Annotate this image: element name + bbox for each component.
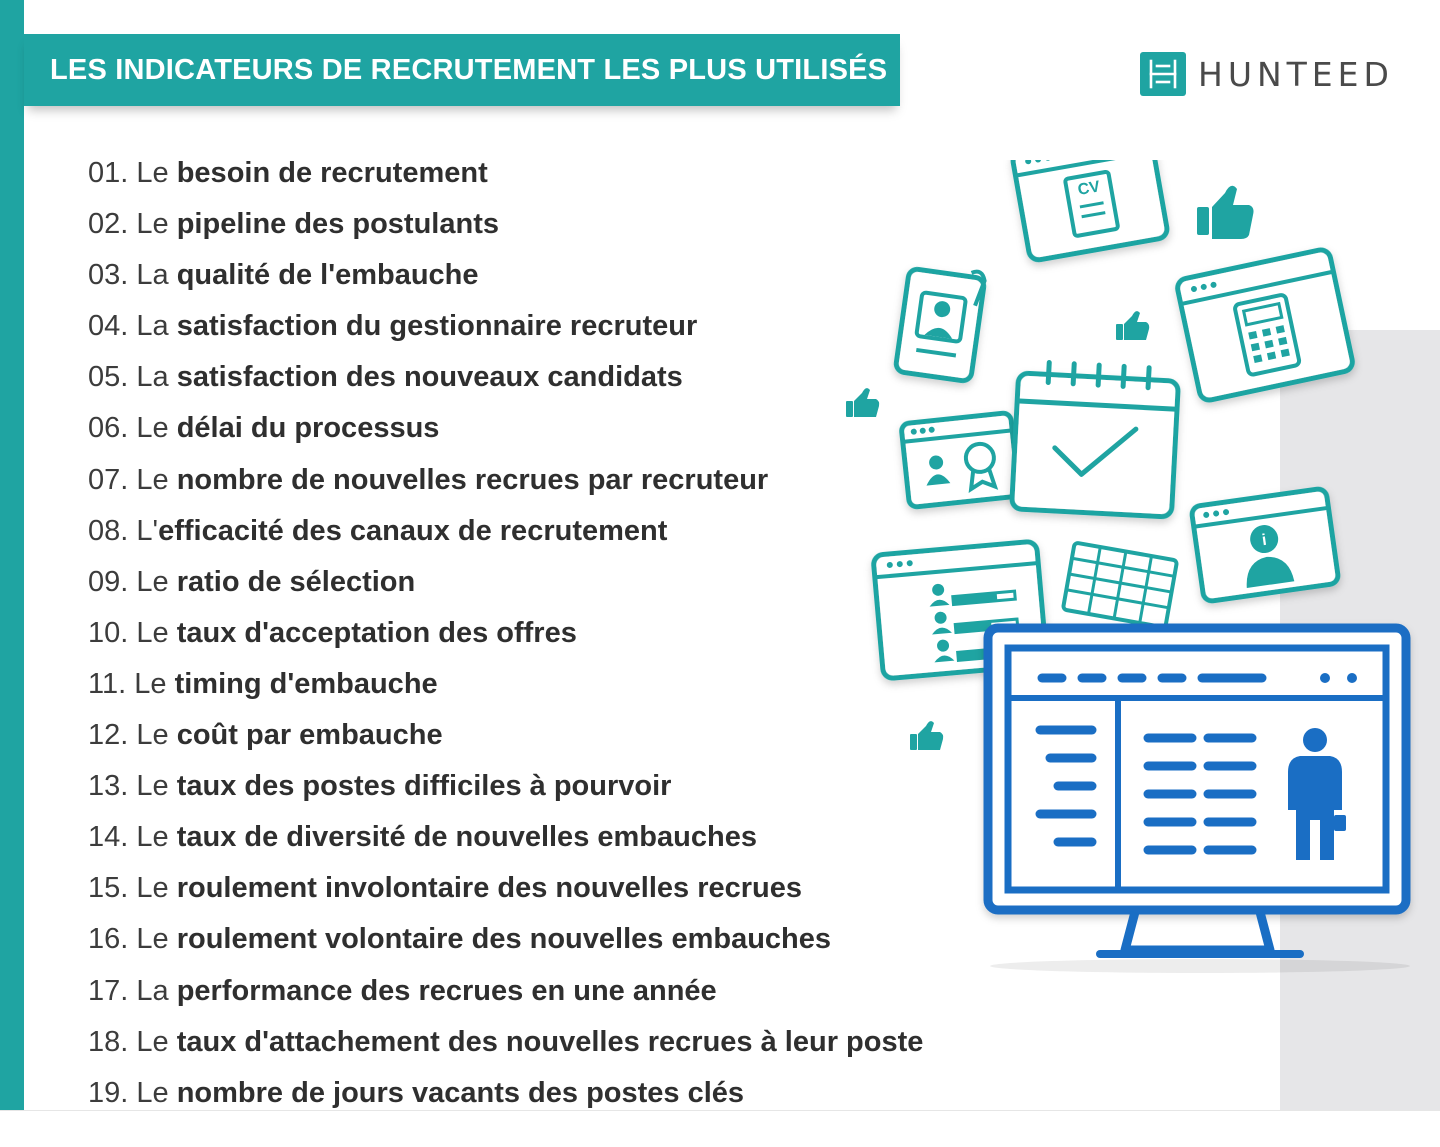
indicator-term: taux d'acceptation des offres: [176, 616, 577, 649]
indicator-number: 06.: [88, 412, 129, 445]
indicator-number: 10.: [88, 616, 129, 649]
indicator-term: satisfaction du gestionnaire recruteur: [176, 310, 698, 343]
cv-label: CV: [1076, 178, 1102, 199]
spreadsheet-icon: [1063, 542, 1177, 627]
indicator-number: 02.: [88, 208, 129, 241]
indicator-list: [88, 148, 923, 1119]
indicator-article: Le: [136, 565, 169, 598]
indicator-article: Le: [136, 157, 169, 189]
indicator-term: roulement volontaire des nouvelles embauches: [176, 923, 832, 956]
indicator-term: ratio de sélection: [176, 565, 416, 598]
info-person-window-icon: [1191, 488, 1339, 602]
svg-text:i: i: [1260, 531, 1268, 550]
indicator-number: 07.: [88, 463, 129, 496]
indicator-article: Le: [136, 821, 169, 854]
indicator-number: 08.: [88, 514, 129, 547]
indicator-item: [88, 659, 923, 710]
indicator-term: qualité de l'embauche: [176, 259, 479, 292]
indicator-term: nombre de nouvelles recrues par recruteur: [176, 463, 769, 496]
cv-window-icon: [1012, 160, 1169, 261]
indicator-item: [88, 1017, 923, 1068]
indicator-number: 16.: [88, 923, 129, 956]
indicator-item: [88, 863, 923, 914]
indicator-article: Le: [136, 872, 169, 905]
calendar-check-icon: [1012, 361, 1180, 517]
indicator-number: 15.: [88, 872, 129, 905]
indicator-number: 11.: [88, 667, 127, 700]
indicator-article: L': [136, 514, 159, 547]
thumbs-up-icon: [910, 721, 943, 750]
indicator-item: [88, 812, 923, 863]
indicator-article: La: [136, 974, 169, 1007]
title-banner: [24, 34, 900, 106]
indicator-term: taux d'attachement des nouvelles recrues à leur poste: [176, 1025, 924, 1058]
indicator-item: [88, 250, 923, 301]
certificate-window-icon: [901, 412, 1019, 507]
indicator-item: [88, 557, 923, 608]
indicator-item: [88, 455, 923, 506]
indicator-term: coût par embauche: [176, 719, 443, 752]
indicator-number: 09.: [88, 565, 129, 598]
indicator-number: 01.: [88, 157, 129, 189]
indicator-item: [88, 914, 923, 965]
indicator-term: timing d'embauche: [174, 667, 438, 700]
indicator-item: [88, 148, 923, 199]
indicator-number: 03.: [88, 259, 129, 292]
indicator-term: nombre de jours vacants des postes clés: [176, 1076, 745, 1109]
indicator-item: [88, 199, 923, 250]
thumbs-up-icon: [846, 388, 879, 417]
id-badge-icon: [895, 262, 986, 382]
indicator-article: Le: [136, 770, 169, 803]
indicator-article: La: [136, 361, 169, 394]
indicator-number: 05.: [88, 361, 129, 394]
indicator-article: Le: [136, 463, 169, 496]
indicator-number: 19.: [88, 1076, 129, 1109]
indicator-item: [88, 761, 923, 812]
indicator-item: [88, 403, 923, 454]
indicator-article: Le: [134, 667, 167, 700]
computer-monitor-icon: [988, 628, 1410, 973]
left-accent-bar: [0, 0, 24, 1110]
indicator-article: Le: [136, 616, 169, 649]
indicator-term: roulement involontaire des nouvelles recrues: [176, 872, 803, 905]
indicator-item: [88, 1068, 923, 1119]
indicator-term: efficacité des canaux de recrutement: [158, 514, 668, 547]
indicator-item: [88, 966, 923, 1017]
indicator-number: 12.: [88, 719, 129, 752]
hunteed-logo-icon: [1140, 52, 1186, 96]
indicator-article: Le: [136, 1076, 169, 1109]
indicator-term: taux de diversité de nouvelles embauches: [176, 821, 757, 854]
indicator-number: 13.: [88, 770, 129, 803]
hunteed-logo: [1140, 52, 1394, 96]
indicator-term: taux des postes difficiles à pourvoir: [176, 770, 672, 803]
indicator-number: 18.: [88, 1025, 129, 1058]
indicator-number: 04.: [88, 310, 129, 343]
indicator-item: [88, 506, 923, 557]
indicator-term: besoin de recrutement: [176, 157, 488, 189]
indicator-term: délai du processus: [176, 412, 440, 445]
indicator-item: [88, 710, 923, 761]
indicator-item: [88, 301, 923, 352]
indicator-article: La: [136, 310, 169, 343]
indicator-item: [88, 608, 923, 659]
indicator-term: pipeline des postulants: [176, 208, 499, 241]
indicator-article: Le: [136, 1025, 169, 1058]
indicator-term: satisfaction des nouveaux candidats: [176, 361, 683, 394]
indicator-term: performance des recrues en une année: [176, 974, 717, 1007]
indicator-article: Le: [136, 719, 169, 752]
calculator-window-icon: [1176, 248, 1354, 402]
indicator-article: Le: [136, 208, 169, 241]
thumbs-up-icon: [1116, 311, 1149, 340]
page-title: LES INDICATEURS DE RECRUTEMENT LES PLUS UTILISÉS: [50, 53, 888, 86]
thumbs-up-icon: [1197, 186, 1254, 239]
indicator-article: Le: [136, 412, 169, 445]
recruitment-illustration: [830, 160, 1430, 990]
indicator-article: Le: [136, 923, 169, 956]
indicator-number: 17.: [88, 974, 129, 1007]
indicator-number: 14.: [88, 821, 129, 854]
indicator-item: [88, 352, 923, 403]
indicator-article: La: [136, 259, 169, 292]
logo-wordmark: HUNTEED: [1198, 54, 1394, 94]
